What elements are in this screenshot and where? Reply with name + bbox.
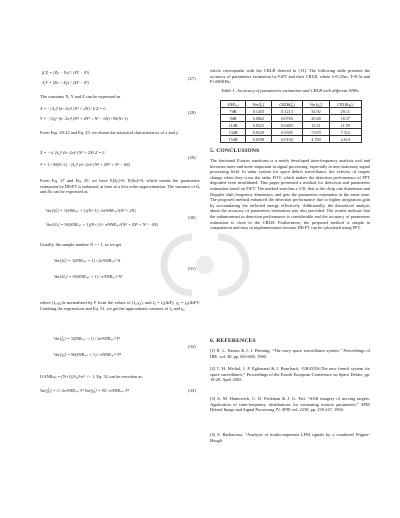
table-cell: 0.1455 [246, 108, 272, 115]
table-cell: 12.51 [303, 122, 329, 129]
paragraph-snr: If SNRₙₑₜ = (N+1)|A₀|²/σ² >> 1, Eq. 32 can be rewritten as [40, 374, 142, 379]
table-cell: 0.0320 [246, 129, 272, 136]
table-row [221, 108, 362, 115]
table-cell: 11dB [221, 122, 246, 129]
table-cell: 34.92 [303, 108, 329, 115]
table-cell: 4.760 [303, 136, 329, 143]
equation-28-line-1: X = −|A₀|² (b−2π)² (N² + 2N) / 6 Z = 0 [40, 106, 106, 111]
table-cell: 15dB [221, 136, 246, 143]
table-cell: 7.679 [303, 129, 329, 136]
table-cell: 11.59 [329, 122, 361, 129]
equation-32-line-2: Var[γ̂₀] = 90(SNRₙₑₜ + 1) / π²SNRₙₑₜ² T⁴ [54, 352, 121, 357]
paragraph-normalized: where (f₀,γ₀)is normalized by F from the values of (f₀,γ₀), and f₀ = f₀(ΔtF), γ₀ = γ₀(ΔtF)². Combing the expressions and Eq. 31, we get the approximate variance of f₀ and γ₀ [40, 300, 200, 311]
table-cell: 13dB [221, 129, 246, 136]
equation-33-line-1: Var[f̂₀] = 3 / 2π²SNRₙₑₜ T² Var[γ̂₀] = 90 / π²SNRₙₑₜ T⁴ [40, 388, 129, 393]
equation-31-line-2: Var[δ̂ₘ] = 90(SNRₙₑₜ + 1) / π²SNRₙₑₜ² N³ [54, 274, 123, 279]
equation-33-number: (33) [188, 388, 196, 393]
equation-28-line-2: Y = −|A₀|² (b−2π)² (N⁴ + 4N³ + N² − 6N) / 90(N+1) [40, 116, 128, 121]
table-header-row [221, 101, 362, 108]
table-row [221, 115, 362, 122]
table-cell: 20.68 [303, 115, 329, 122]
section-heading-references: 6. REFERENCES [210, 338, 256, 344]
conclusions-text: The fractional Fourier transform is a newly developed time-frequency analysis tool and becomes more and more important in signal processing, especially in non-stationary signal processing field. In radar system for space debris surveillance, the velocity of targets change when they cross the radar FOV, which makes the detection performance of FFT degraded even invalidated. This paper presented a method for detection and parameters estimation based on FrFT. The method searches a 2-D, that is the chirp rate dimension and Doppler shift frequency dimension, and gets the parameters estimation at the same time. The proposed method enhanced the detection performance due to higher integration gain by accumulating the reflected energy effectively. Additionally, the theoretical analysis about the accuracy of parameters estimation was also provided. The results indicate that the enhancement in detection performance is considerable and the accuracy of parameters estimation is close to the CRLB. Furthermore, the proposed method is simple in computation and easy in implementation because DFrFT can be calculated using FFT. [210, 158, 370, 231]
table-cell: 9dB [221, 115, 246, 122]
accuracy-table [220, 100, 362, 143]
paragraph-unbiased: From Eq. 27 and Eq. 29, we have E[δ̂ₚ]=0, E[δ̂ₘ]=0, which means the parameters estimation by DFrFT is unbiased, at least at a first order approximation. The variance of δ̂ₚ and δ̂ₘ can be expressed as [40, 178, 200, 195]
equation-30-number: (30) [188, 215, 196, 220]
equation-28-number: (28) [188, 110, 196, 115]
reference-item: [4] S. Barbarossa, “Analysis of multicomponent LFM signals by a combined Wigner-Hough [210, 432, 370, 443]
equation-32-number: (32) [188, 344, 196, 349]
paragraph-crlb-intro: which corresponds with the CRLB derived in [13]. The following table presents the accuracy of parameters estimation by FrFT and their CRLB, where λ=0.25m, T=0.5s and F=200KHz. [210, 68, 370, 85]
table-cell: 4.614 [329, 136, 361, 143]
table-cell: 0.0862 [246, 115, 272, 122]
reference-item: [1] R. L. Easton & J. J. Fleming, “The navy space surveillance system,” Proceedings of IRE, vol. 48, pp. 663-669, 1960. [210, 348, 370, 359]
equation-29-line-1: X = −¼ |A₀|² (b−2π)² (N² + 2N) Z = 0 [40, 150, 105, 155]
table-cell: 29.11 [329, 108, 361, 115]
table-cell: 0.0192 [271, 136, 303, 143]
table-cell: 0.0198 [246, 136, 272, 143]
equation-29-line-2: Y = 1 / 90(N+1) · |A₀|² (b−2π)² (N⁴ + 4N³ + N² − 6N) [40, 162, 131, 167]
paragraph-statistics: From Eqs. 20-22 and Eq. 25, we obtain the statistical characteristics of x and y. [40, 130, 179, 135]
paragraph-sample-number: Usually, the sample number N >> 1, so we get [40, 242, 122, 247]
watermark-logo [150, 225, 260, 305]
equation-31-number: (31) [188, 266, 196, 271]
equation-27-line-2: δ̂₁Y = [Zx − Xy] / (XY − Z²) [42, 80, 89, 85]
table-row [221, 129, 362, 136]
equation-30-line-1: Var[δ̂ₚ] = 3(SNRₙₑₜ + 1)(N+1) / 2π²SNRₙₑₜ²(N² + 2N) [46, 208, 136, 213]
equation-27-number: (27) [188, 76, 196, 81]
table-cell: 18.37 [329, 115, 361, 122]
equation-29-number: (29) [188, 155, 196, 160]
equation-31-line-1: Var[δ̂ₚ] = 3(SNRₙₑₜ + 1) / 2π²SNRₙₑₜ² N [54, 258, 121, 263]
table-header-cell: CRLB(γ̂₀) [329, 101, 361, 108]
reference-item: [3] A. M. Haimovich, C. D. Peckham & J. G. Teti. “SAR imagery of moving targets: Application of time-frequency distributions for estimating motion parameters,” SPIE Hybrid Image and Signal Processing IV, SPIE vol. 2238, pp. 238-247, 1994. [210, 396, 370, 413]
table-cell: 7.312 [329, 129, 361, 136]
table-header-cell: Var[f̂₀] [246, 101, 272, 108]
table-cell: 0.0305 [271, 129, 303, 136]
table-row [221, 136, 362, 143]
table-cell: 0.0521 [246, 122, 272, 129]
table-cell: 0.0765 [271, 115, 303, 122]
constants-intro: The constants X, Y and Z can be expressed as [40, 94, 121, 99]
table-cell: 0.0483 [271, 122, 303, 129]
table-cell: 0.1213 [271, 108, 303, 115]
equation-32-line-1: Var[f̂₀] = 3(SNRₙₑₜ + 1) / 2π²SNRₙₑₜ² T² [54, 336, 120, 341]
table-cell: 7dB [221, 108, 246, 115]
table-header-cell: SNRₙₑₜ [221, 101, 246, 108]
table-row [221, 122, 362, 129]
equation-27-line-1: β̂₁X = [Zy − Yx] / (XY − Z²) [42, 70, 90, 75]
table-header-cell: CRLB(f̂₀) [271, 101, 303, 108]
table-caption: Table 1. Accuracy of parameters estimation and CRLB with different SNRs [221, 88, 359, 93]
table-header-cell: Var[γ̂₀] [303, 101, 329, 108]
reference-item: [2] T. H. Michal, J. P. Eglizeaud & J. Bouchard, “GRAVES:The new french system for space surveillance,” Proceedings of the Fourth European Conference on Space Debris, pp. 18-20, April 2005. [210, 366, 370, 383]
equation-30-line-2: Var[δ̂ₘ] = 90(SNRₙₑₜ + 1)(N+1)² / π²SNRₙₑₜ²(N⁴ + 4N³ + N² − 6N) [46, 222, 158, 227]
section-heading-conclusions: 5. CONCLUSIONS [210, 148, 260, 154]
